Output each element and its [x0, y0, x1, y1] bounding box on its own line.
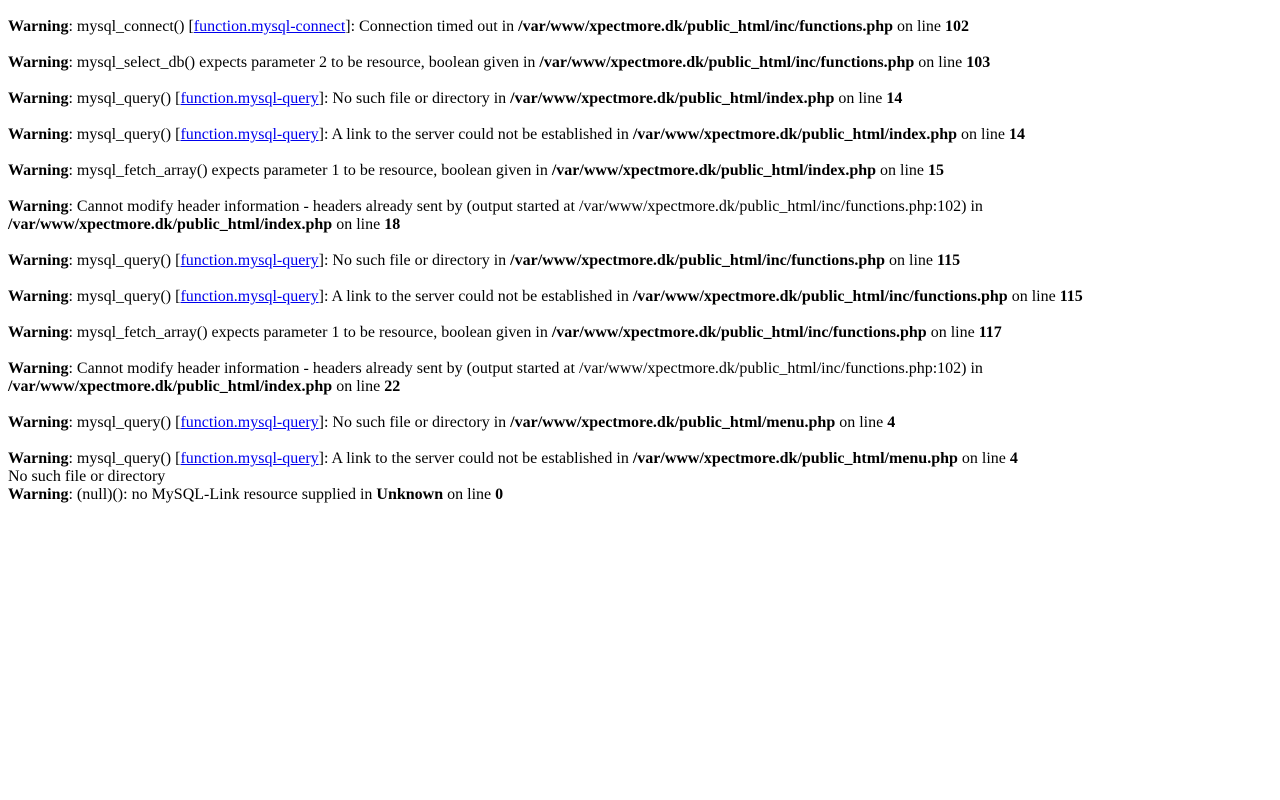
emphasis-text: Warning [8, 450, 69, 467]
emphasis-text: 15 [928, 162, 945, 179]
emphasis-text: 115 [937, 252, 961, 269]
message-text: : (null)(): no MySQL-Link resource supplied in [68, 486, 377, 503]
emphasis-text: Warning [8, 162, 69, 179]
emphasis-text: 14 [1009, 126, 1026, 143]
message-text: on line [957, 126, 1010, 143]
message-text: : mysql_query() [ [68, 414, 181, 431]
emphasis-text: /var/www/xpectmore.dk/public_html/inc/functions.php [539, 54, 915, 71]
emphasis-text: Warning [8, 54, 69, 71]
emphasis-text: /var/www/xpectmore.dk/public_html/inc/functions.php [510, 252, 886, 269]
emphasis-text: /var/www/xpectmore.dk/public_html/index.php [8, 378, 333, 395]
message-text: on line [926, 324, 979, 341]
emphasis-text: 14 [886, 90, 903, 107]
warning-headers-already-sent-18 [8, 198, 1272, 234]
emphasis-text: 18 [384, 216, 401, 233]
emphasis-text: 4 [1009, 450, 1018, 467]
warning-mysql-query-no-such-file-functions [8, 252, 1272, 270]
message-text: ]: Connection timed out in [345, 18, 519, 35]
warning-mysql-query-no-link-functions [8, 288, 1272, 306]
emphasis-text: 103 [966, 54, 991, 71]
message-text: : mysql_fetch_array() expects parameter 1 to be resource, boolean given in [68, 324, 552, 341]
php-manual-link[interactable]: function.mysql-query [180, 90, 319, 107]
message-text: on line [957, 450, 1010, 467]
emphasis-text: Warning [8, 252, 69, 269]
message-text: : mysql_query() [ [68, 126, 181, 143]
php-manual-link[interactable]: function.mysql-query [180, 288, 319, 305]
emphasis-text: Warning [8, 414, 69, 431]
php-manual-link[interactable]: function.mysql-query [180, 126, 319, 143]
message-text: ]: No such file or directory in [318, 414, 511, 431]
emphasis-text: Warning [8, 126, 69, 143]
warning-mysql-fetch-array-functions [8, 324, 1272, 342]
emphasis-text: Warning [8, 324, 69, 341]
message-text: on line [914, 54, 967, 71]
warning-mysql-query-no-link-menu [8, 450, 1272, 468]
message-text: on line [835, 414, 888, 431]
warning-headers-already-sent-22 [8, 360, 1272, 396]
message-text: on line [1007, 288, 1060, 305]
emphasis-text: Warning [8, 18, 69, 35]
message-text: : mysql_query() [ [68, 450, 181, 467]
emphasis-text: 117 [978, 324, 1002, 341]
warning-mysql-query-no-such-file-menu [8, 414, 1272, 432]
emphasis-text: Unknown [376, 486, 444, 503]
emphasis-text: 102 [945, 18, 970, 35]
warning-mysql-query-no-link-index [8, 126, 1272, 144]
message-text: on line [876, 162, 929, 179]
warnings-list [8, 18, 1272, 504]
message-text: : Cannot modify header information - headers already sent by (output started at /var/www/xpectmore.dk/public_html/inc/functions.php:102) in [68, 198, 983, 215]
message-text: ]: No such file or directory in [318, 90, 511, 107]
emphasis-text: 22 [384, 378, 401, 395]
emphasis-text: /var/www/xpectmore.dk/public_html/index.php [8, 216, 333, 233]
emphasis-text: /var/www/xpectmore.dk/public_html/index.php [632, 126, 958, 143]
warning-mysql-query-no-such-file-index [8, 90, 1272, 108]
warning-mysql-select-db [8, 54, 1272, 72]
message-text: on line [332, 378, 385, 395]
message-text: : mysql_select_db() expects parameter 2 to be resource, boolean given in [68, 54, 540, 71]
message-text: : mysql_fetch_array() expects parameter 1 to be resource, boolean given in [68, 162, 552, 179]
message-text: on line [443, 486, 496, 503]
message-text: ]: No such file or directory in [318, 252, 511, 269]
message-text: : mysql_query() [ [68, 90, 181, 107]
message-text: : mysql_connect() [ [68, 18, 194, 35]
message-text: ]: A link to the server could not be established in [318, 450, 633, 467]
emphasis-text: 4 [887, 414, 896, 431]
emphasis-text: /var/www/xpectmore.dk/public_html/index.php [510, 90, 835, 107]
emphasis-text: Warning [8, 360, 69, 377]
message-text: : mysql_query() [ [68, 288, 181, 305]
message-text: on line [885, 252, 938, 269]
php-manual-link[interactable]: function.mysql-connect [193, 18, 346, 35]
message-text: : mysql_query() [ [68, 252, 181, 269]
message-text: ]: A link to the server could not be established in [318, 288, 633, 305]
emphasis-text: 0 [495, 486, 504, 503]
warning-mysql-fetch-array-index [8, 162, 1272, 180]
emphasis-text: Warning [8, 288, 69, 305]
emphasis-text: Warning [8, 198, 69, 215]
message-text: on line [893, 18, 946, 35]
emphasis-text: 115 [1059, 288, 1083, 305]
emphasis-text: Warning [8, 486, 69, 503]
warning-mysql-connect-timeout [8, 18, 1272, 36]
emphasis-text: /var/www/xpectmore.dk/public_html/inc/functions.php [551, 324, 927, 341]
message-text: on line [834, 90, 887, 107]
php-warnings-page [8, 18, 1272, 504]
message-text: on line [332, 216, 385, 233]
message-text: ]: A link to the server could not be established in [318, 126, 633, 143]
error-text-no-such-file [8, 468, 1272, 486]
php-manual-link[interactable]: function.mysql-query [180, 414, 319, 431]
php-manual-link[interactable]: function.mysql-query [180, 252, 319, 269]
emphasis-text: /var/www/xpectmore.dk/public_html/index.php [551, 162, 877, 179]
emphasis-text: Warning [8, 90, 69, 107]
php-manual-link[interactable]: function.mysql-query [180, 450, 319, 467]
emphasis-text: /var/www/xpectmore.dk/public_html/inc/functions.php [632, 288, 1008, 305]
message-text: : Cannot modify header information - headers already sent by (output started at /var/www/xpectmore.dk/public_html/inc/functions.php:102) in [68, 360, 983, 377]
emphasis-text: /var/www/xpectmore.dk/public_html/menu.php [632, 450, 958, 467]
message-text: No such file or directory [8, 468, 166, 485]
emphasis-text: /var/www/xpectmore.dk/public_html/inc/functions.php [518, 18, 894, 35]
emphasis-text: /var/www/xpectmore.dk/public_html/menu.php [510, 414, 836, 431]
warning-null-no-mysql-link [8, 486, 1272, 504]
